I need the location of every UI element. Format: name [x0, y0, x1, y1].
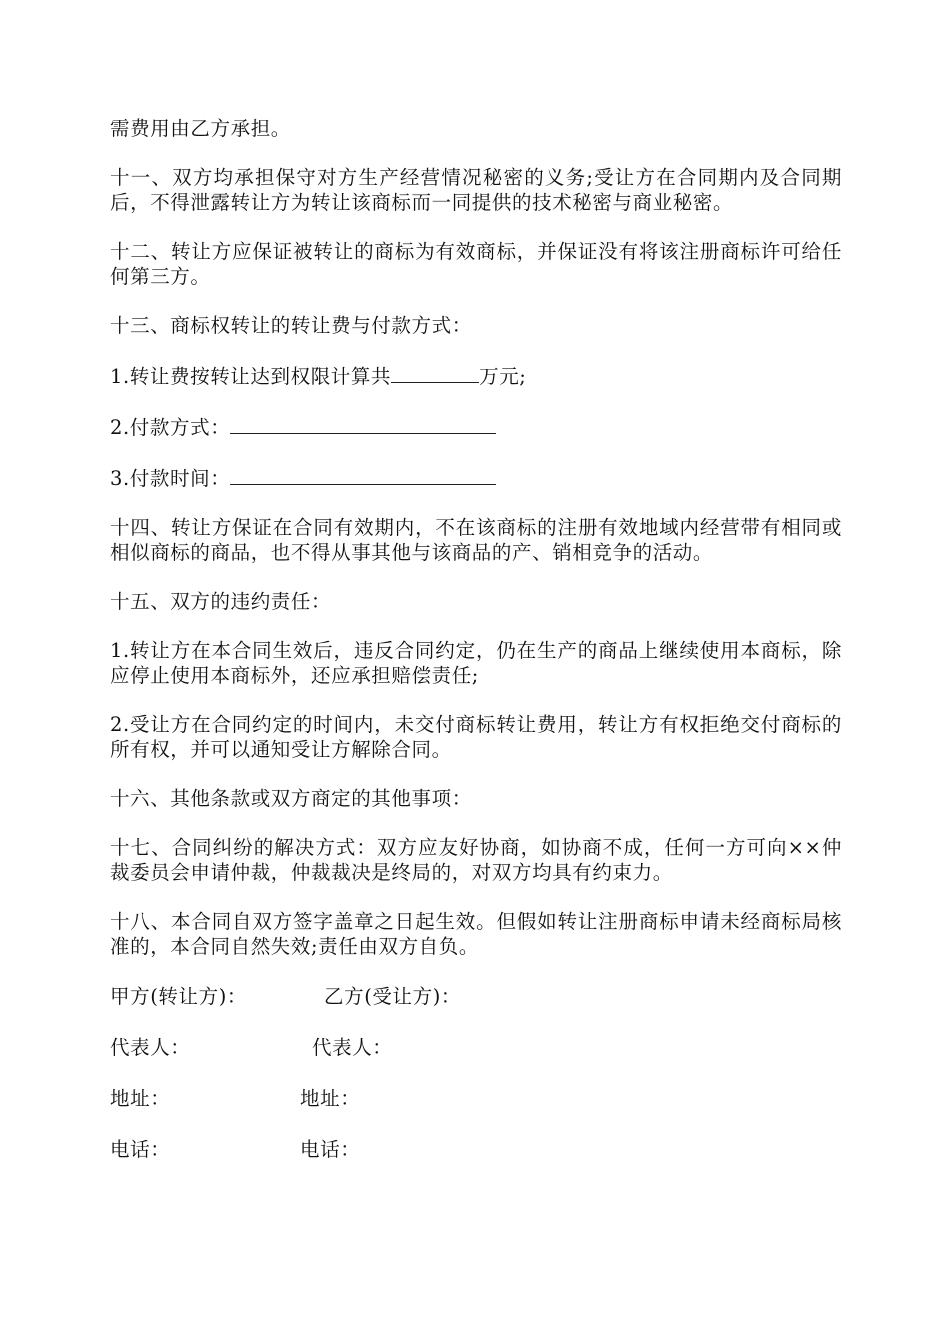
clause-17: 十七、合同纠纷的解决方式：双方应友好协商，如协商不成，任何一方可向××仲裁委员会申请仲裁，仲裁裁决是终局的，对双方均具有约束力。: [110, 836, 842, 884]
party-b-label: 乙方(受让方)：: [324, 985, 462, 1008]
party-a-label: 甲方(转让方)：: [110, 985, 248, 1008]
signature-row-address: [110, 1086, 842, 1111]
clause-15-item-2: 2.受让方在合同约定的时间内，未交付商标转让费用，转让方有权拒绝交付商标的所有权，并可以通知受让方解除合同。: [110, 713, 842, 761]
signature-row-phone: [110, 1137, 842, 1162]
clause-14: 十四、转让方保证在合同有效期内，不在该商标的注册有效地域内经营带有相同或相似商标的商品，也不得从事其他与该商品的产、销相竞争的活动。: [110, 516, 842, 564]
payment-time-blank[interactable]: [230, 464, 496, 485]
clause-15-item-1: 1.转让方在本合同生效后，违反合同约定，仍在生产的商品上继续使用本商标，除应停止使用本商标外，还应承担赔偿责任;: [110, 639, 842, 687]
clause-11: 十一、双方均承担保守对方生产经营情况秘密的义务;受让方在合同期内及合同期后，不得泄露转让方为转让该商标而一同提供的技术秘密与商业秘密。: [110, 166, 842, 214]
tel-b-label: 电话：: [300, 1138, 361, 1161]
clause-13: 十三、商标权转让的转让费与付款方式：: [110, 314, 472, 337]
clause-12: 十二、转让方应保证被转让的商标为有效商标，并保证没有将该注册商标许可给任何第三方。: [110, 240, 842, 288]
addr-b-label: 地址：: [300, 1087, 361, 1110]
rep-b-label: 代表人：: [312, 1036, 393, 1059]
clause-16: 十六、其他条款或双方商定的其他事项：: [110, 787, 472, 810]
tel-a-label: 电话：: [110, 1138, 171, 1161]
addr-a-label: 地址：: [110, 1087, 171, 1110]
payment-time-label: 3.付款时间：: [110, 467, 231, 490]
fee-prefix: 1.转让费按转让达到权限计算共: [110, 365, 392, 388]
clause-13-item-3: [110, 464, 842, 491]
paragraph-continuation: 需费用由乙方承担。: [110, 117, 291, 140]
payment-method-label: 2.付款方式：: [110, 416, 231, 439]
payment-method-blank[interactable]: [230, 413, 496, 434]
clause-13-item-1: [110, 362, 842, 389]
clause-15: 十五、双方的违约责任：: [110, 590, 332, 613]
signature-row-representative: [110, 1035, 842, 1060]
rep-a-label: 代表人：: [110, 1036, 191, 1059]
clause-13-item-2: [110, 413, 842, 440]
fee-amount-blank[interactable]: [391, 362, 479, 383]
signature-row-party: [110, 984, 842, 1009]
clause-18: 十八、本合同自双方签字盖章之日起生效。但假如转让注册商标申请未经商标局核准的，本合同自然失效;责任由双方自负。: [110, 910, 842, 958]
fee-suffix: 万元;: [479, 365, 527, 388]
document-page: [110, 116, 842, 1162]
